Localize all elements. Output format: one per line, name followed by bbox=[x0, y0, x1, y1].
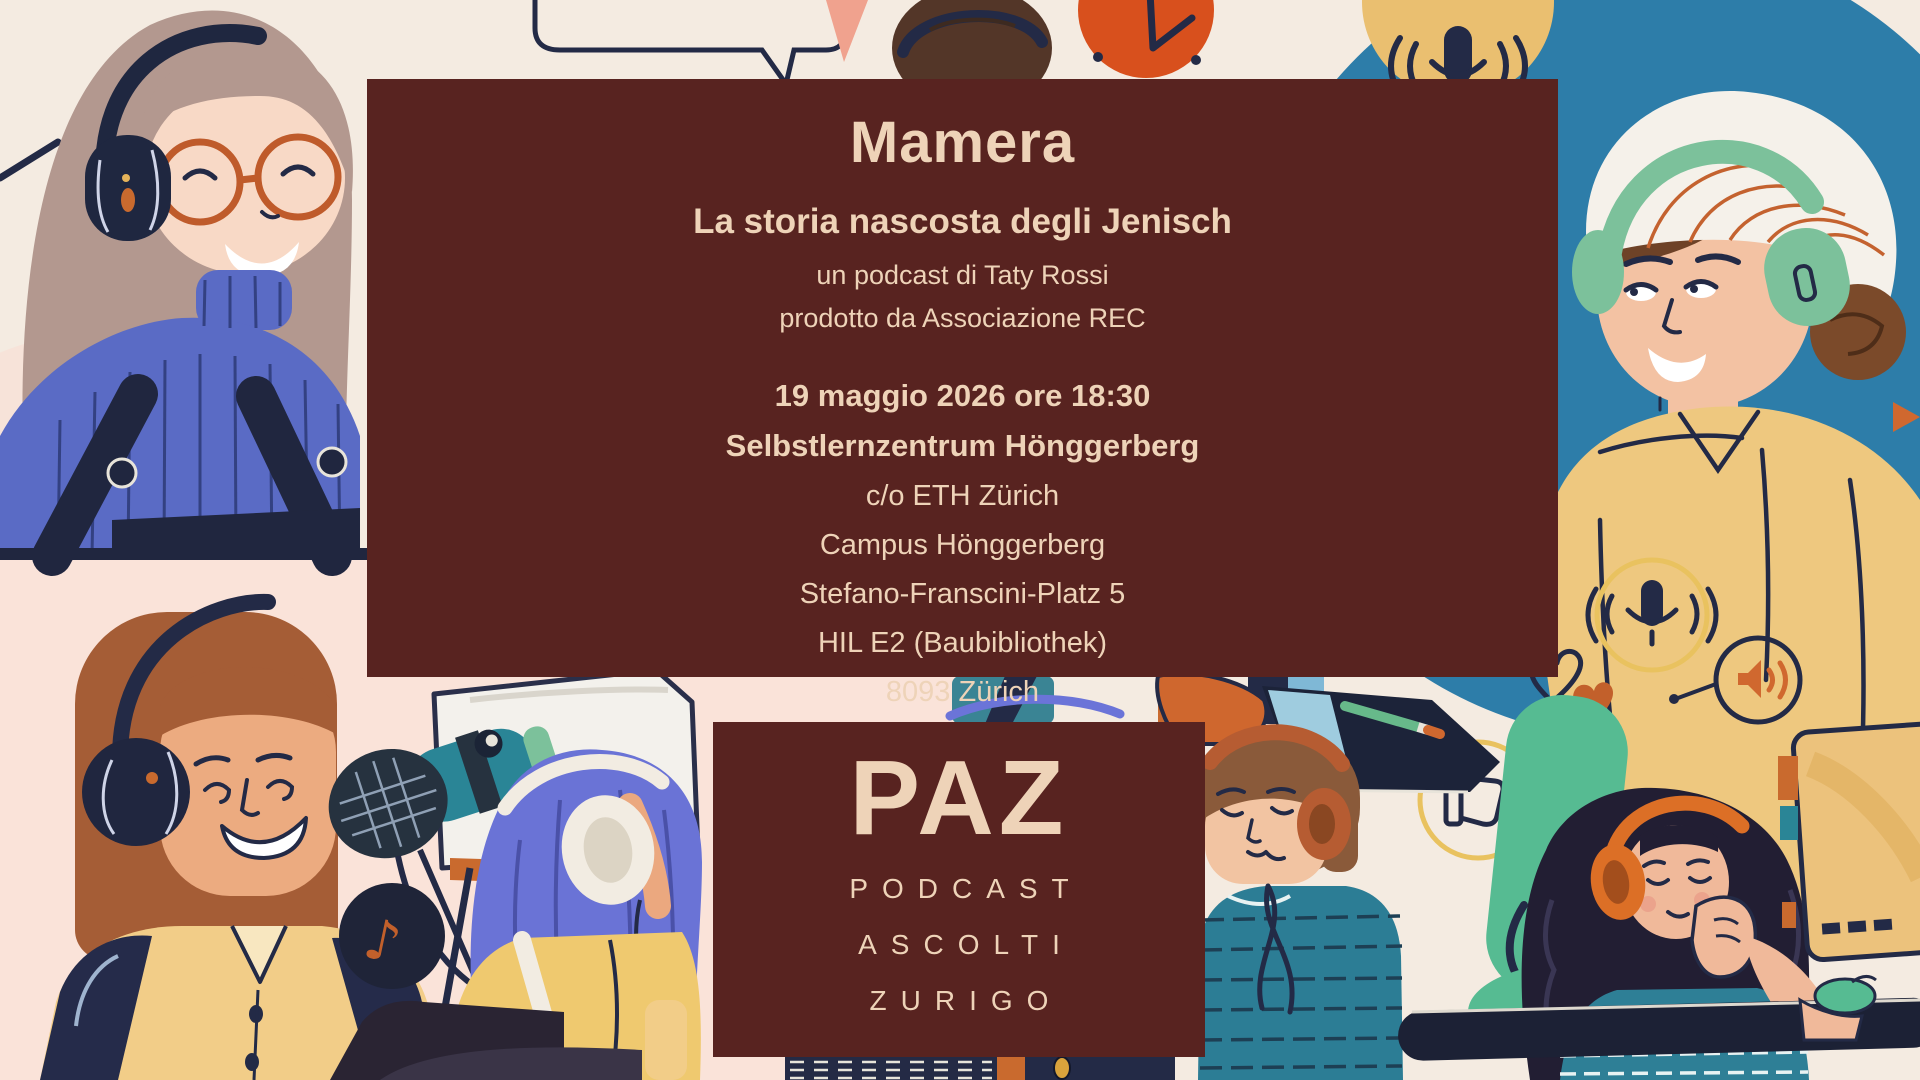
music-note-badge bbox=[339, 883, 445, 989]
credit-line: un podcast di Taty Rossi bbox=[816, 260, 1109, 290]
address-line: Stefano-Franscini-Platz 5 bbox=[799, 578, 1126, 610]
address-line: c/o ETH Zürich bbox=[865, 480, 1060, 512]
address-line: HIL E2 (Baubibliothek) bbox=[817, 627, 1108, 659]
event-panel bbox=[367, 79, 1558, 708]
tagline-podcast: PODCAST bbox=[849, 872, 1083, 904]
tan-laptop bbox=[1792, 723, 1920, 961]
poster-subtitle: La storia nascosta degli Jenisch bbox=[693, 202, 1232, 241]
tagline-zurigo: ZURIGO bbox=[869, 984, 1063, 1016]
event-venue: Selbstlernzentrum Hönggerberg bbox=[725, 428, 1200, 463]
address-line: Campus Hönggerberg bbox=[819, 529, 1106, 561]
credit-line: prodotto da Associazione REC bbox=[779, 303, 1146, 333]
music-note-icon: ♪ bbox=[358, 906, 407, 978]
poster-title: Mamera bbox=[849, 110, 1076, 175]
tagline-ascolti: ASCOLTI bbox=[858, 928, 1074, 960]
computer-mouse bbox=[1815, 979, 1875, 1013]
address-line: 8093 Zürich bbox=[885, 676, 1040, 708]
event-datetime: 19 maggio 2026 ore 18:30 bbox=[774, 378, 1151, 413]
paz-logo: PAZ bbox=[849, 739, 1069, 857]
paz-logo-panel bbox=[713, 722, 1205, 1057]
